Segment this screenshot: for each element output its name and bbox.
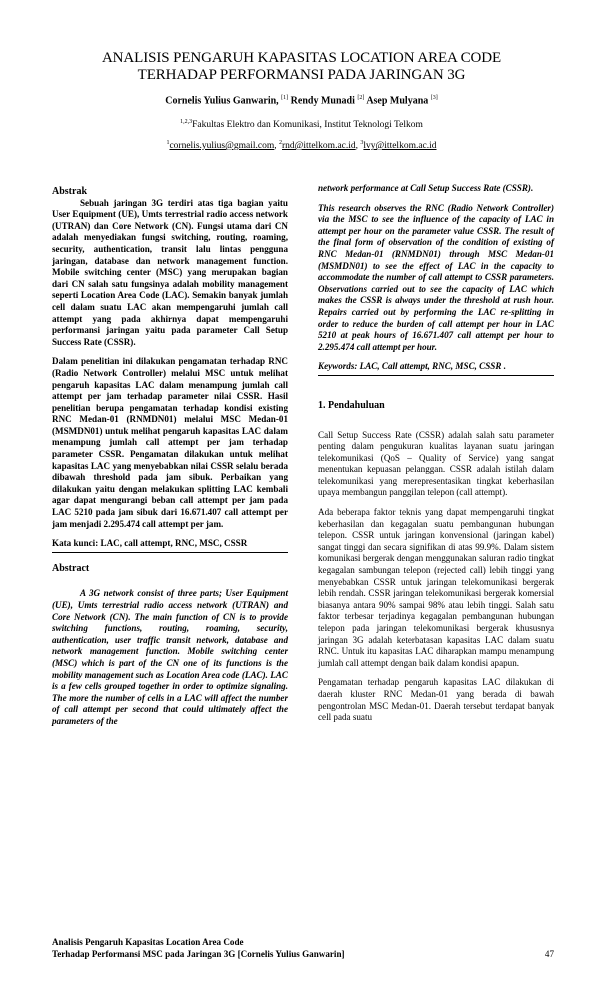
author-list: Cornelis Yulius Ganwarin, [1] Rendy Munadi [2] Asep Mulyana [3] <box>165 95 438 107</box>
paper-title <box>40 50 563 84</box>
email-2-link[interactable]: rnd@ittelkom.ac.id <box>282 141 356 152</box>
email-3-ref: 3 <box>360 140 364 146</box>
pendahuluan-paragraph-3: Pengamatan terhadap pengaruh kapasitas LAC dilakukan di daerah kluster RNC Medan-01 yang berada di bawah pengontrolan MSC Medan-01. Daerah tersebut terdapat banyak cell pada suatu <box>318 677 554 723</box>
author-2: Rendy Munadi <box>290 95 355 107</box>
email-1-ref: 1 <box>166 140 170 146</box>
author-3: Asep Mulyana <box>366 95 429 107</box>
kata-kunci: Kata kunci: LAC, call attempt, RNC, MSC, CSSR <box>52 538 288 553</box>
author-1: Cornelis Yulius Ganwarin <box>165 95 277 107</box>
affiliation-text: Fakultas Elektro dan Komunikasi, Institut Teknologi Telkom <box>192 120 423 131</box>
title-line-1: ANALISIS PENGARUH KAPASITAS LOCATION AREA CODE <box>101 50 502 66</box>
author-3-ref: [3] <box>430 95 438 101</box>
abstrak-paragraph-2: Dalam penelitian ini dilakukan pengamatan terhadap RNC (Radio Network Controller) melalui MSC untuk melihat pengaruh kapasitas LAC dalam menampung jumlah call attempt per jam terhadap parameter nilai CSSR. Hasil penelitian berupa pengamatan terhadap kondisi existing RNC Medan-01 (RNMDN01) melalui MSC Medan-01 (MSMDN01) untuk melihat pengaruh kapasitas LAC dalam menampung jumlah call attempt per jam terhadap parameter CSSR. Pengamatan dilakukan untuk melihat kapasitas LAC yang menyebabkan nilai CSSR selalu berada dibawah threshold pada jam sibuk. Perbaikan yang dilakukan yaitu dengan melakukan splitting LAC kembali agar dapat mengurangi beban call attempt per jam pada LAC 5210 pada jam sibuk dari 16.671.407 call attempt per jam menjadi 2.295.474 call attempt per jam. <box>52 356 288 529</box>
author-2-ref: [2] <box>357 95 365 101</box>
affiliation-ref: 1,2,3 <box>180 119 193 125</box>
abstrak-paragraph-1: Sebuah jaringan 3G terdiri atas tiga bagian yaitu User Equipment (UE), Umts terrestrial radio access network (UTRAN) dan Core Network (CN). Fungsi utama dari CN adalah menyediakan fungsi switching, routing, roaming, security, authentication, transit lalu lintas pengguna jaringan, database dan network management function. Mobile switching center (MSC) yang merupakan bagian dari CN salah satu fungsinya adalah mobility management seperti Location Area Code (LAC). Semakin banyak jumlah cell dalam suatu LAC akan mempengaruhi jumlah call attempt yang pada akhirnya dapat mempengaruhi performansi jaringan yaitu pada parameter Call Setup Success Rate (CSSR). <box>52 197 288 347</box>
title-line-2: TERHADAP PERFORMANSI PADA JARINGAN 3G <box>137 67 466 83</box>
pendahuluan-paragraph-1: Call Setup Success Rate (CSSR) adalah salah satu parameter penting dalam pengukuran kualitas layanan suatu jaringan telekomunikasi (QoS – Quality of Service) yang sangat menentukan kepuasan pelanggan. CSSR adalah istilah dalam telekomunikasi yang merepresentasikan tingkat keberhasilan upaya membangun panggilan telepon (call attempt). <box>318 429 554 498</box>
email-1-link[interactable]: cornelis.yulius@gmail.com <box>169 141 275 152</box>
abstract-paragraph-2: This research observes the RNC (Radio Network Controller) via the MSC to see the influence of the capacity of LAC in attempt per hour on the parameter value CSSR. The result of the final form of observation of the condition of existing of RNC Medan-01 (RNMDN01) through MSC Medan-01 (MSMDN01) to see the effect of LAC in the capacity to accommodate the number of call attempt to CSSR parameters. Observations carried out to see the capacity of LAC which makes the CSSR is always under the threshold at rush hour. Repairs carried out by performing the LAC re-splitting in order to reduce the burden of call attempt per hour in LAC 5210 at peak hours of 16.671.407 call attempt per hour to 2.295.474 call attempt per hour. <box>318 202 554 352</box>
email-list: $^1$cornelis.yulius@gmail.com, $^2$rnd@ittelkom.ac.id, $^3$lvy@ittelkom.ac.id <box>166 140 437 152</box>
email-3-link[interactable]: lvy@ittelkom.ac.id <box>363 141 437 152</box>
page-footer <box>52 937 554 960</box>
email-2-ref: 2 <box>279 140 282 146</box>
keywords: Keywords: LAC, Call attempt, RNC, MSC, CSSR . <box>318 361 554 376</box>
footer-line-1: Analisis Pengaruh Kapasitas Location Area Code <box>52 937 244 947</box>
page-number: 47 <box>544 948 554 959</box>
right-column <box>318 183 554 724</box>
abstract-paragraph-1-cont: network performance at Call Setup Success Rate (CSSR). <box>318 183 534 193</box>
author-1-ref: [1] <box>281 95 289 101</box>
pendahuluan-paragraph-2: Ada beberapa faktor teknis yang dapat mempengaruhi tingkat keberhasilan dan kegagalan suatu pembangunan hubungan telepon. CSSR untuk jaringan konvensional (jaringan kabel) sangat tinggi dan secara signifikan di atas 99.9%. Dalam sistem komunikasi bergerak dengan menggunakan saluran radio tingkat kegagalan sambungan telepon (rejected call) lebih tinggi yang menyebabkan CSSR untuk jaringan telekomunikasi bergerak lebih rendah. CSSR jaringan telekomunikasi bergerak komersial biasanya antara 90% sampai 98% atau lebih tinggi. Salah satu faktor terbesar terjadinya kegagalan pembangunan hubungan telepon pada jaringan telekomunikasi bergerak khususnya jaringan 3G adalah keterbatasan kapasitas LAC dalam suatu RNC. Untuk itu kapasitas LAC diharapkan mampu menampung jumlah call attempt dengan baik dalam kondisi apapun. <box>318 507 554 668</box>
footer-line-2: Terhadap Performansi MSC pada Jaringan 3G [Cornelis Yulius Ganwarin] <box>52 948 345 959</box>
affiliation <box>30 119 573 130</box>
abstrak-heading: Abstrak <box>52 186 88 197</box>
abstract-paragraph-1: A 3G network consist of three parts; User Equipment (UE), Umts terrestrial radio access network (UTRAN) and Core Network (CN). The main function of CN is to provide switching functions, routing, roaming, security, authentication, user traffic transit network, database and network management function. Mobile switching center (MSC) which is part of the CN one of its functions is the mobility management such as Location Area code (LAC). LAC is a few cells grouped together in order to optimize signaling. The more the number of cells in a LAC will affect the number of call attempt per second that could ultimately affect the parameters of the <box>52 588 288 726</box>
left-column <box>52 186 288 728</box>
section-1-heading: 1. Pendahuluan <box>318 399 385 411</box>
abstract-heading: Abstract <box>52 562 90 574</box>
